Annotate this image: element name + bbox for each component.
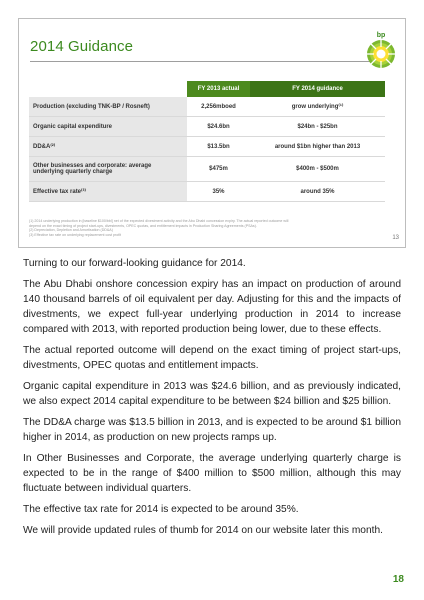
- row-label: Production (excluding TNK-BP / Rosneft): [29, 97, 187, 117]
- table-row: [29, 137, 385, 157]
- footnote: depend on the exact timing of project start-ups, divestments, OPEC quotas, and entitlement impacts in Production Sharing Agreements (PSAs).: [29, 223, 257, 228]
- page-number: 18: [392, 574, 404, 585]
- row-actual-value: 2,256mboed: [187, 97, 250, 117]
- paragraph: Organic capital expenditure in 2013 was $24.6 billion, and as previously indicated, we also expect 2014 capital expenditure to be between $24 billion and $25 billion.: [23, 381, 401, 407]
- row-label: Other businesses and corporate: average underlying quarterly charge: [29, 157, 187, 182]
- table-row: [29, 117, 385, 137]
- row-label: DD&A⁽²⁾: [29, 137, 187, 157]
- row-guidance-value: around $1bn higher than 2013: [250, 137, 385, 157]
- row-actual-value: $475m: [187, 157, 250, 182]
- row-guidance-value: $24bn - $25bn: [250, 117, 385, 137]
- header-fy2014-guidance: FY 2014 guidance: [250, 81, 385, 97]
- row-guidance-value: $400m - $500m: [250, 157, 385, 182]
- row-guidance-value: around 35%: [250, 182, 385, 202]
- paragraph: The DD&A charge was $13.5 billion in 2013, and is expected to be around $1 billion higher in 2014, as production on new projects ramps up.: [23, 417, 401, 443]
- table-row: [29, 182, 385, 202]
- row-guidance-value: grow underlying⁽¹⁾: [250, 97, 385, 117]
- paragraph: The Abu Dhabi onshore concession expiry has an impact on production of around 140 thousand barrels of oil equivalent per day. Adjusting for this and the impacts of divestments, we expect full-year underlying production in 2014 to increase compared with 2013, with reported production being lower, due to these effects.: [23, 279, 401, 335]
- paragraph: In Other Businesses and Corporate, the average underlying quarterly charge is expected to be in the range of $400 million to $500 million, although this may fluctuate between individual quarters.: [23, 453, 401, 494]
- transcript-body: [23, 256, 401, 544]
- header-blank: [29, 81, 187, 97]
- table-row: [29, 157, 385, 182]
- row-actual-value: $13.5bn: [187, 137, 250, 157]
- svg-text:bp: bp: [376, 32, 386, 39]
- slide-number: 13: [392, 235, 399, 241]
- paragraph: The actual reported outcome will depend on the exact timing of project start-ups, divestments, OPEC quotas and entitlement impacts.: [23, 345, 401, 371]
- footnote: (1) 2014 underlying production in [baseline $100/bbl] net of the expected divestment activity and the Abu Dhabi concession expiry. The actual reported outcome will: [29, 219, 289, 223]
- paragraph: Turning to our forward-looking guidance for 2014.: [23, 258, 246, 269]
- header-fy2013-actual: FY 2013 actual: [187, 81, 250, 97]
- bp-logo-icon: [365, 29, 397, 71]
- row-label: Organic capital expenditure: [29, 117, 187, 137]
- footnote: (2) Depreciation, Depletion and Amortisation (DD&A): [29, 228, 113, 233]
- guidance-table: [29, 81, 385, 202]
- slide-footnotes: [29, 219, 359, 237]
- slide-title: 2014 Guidance: [30, 38, 134, 55]
- slide-image: [18, 18, 406, 248]
- title-divider: [30, 61, 386, 62]
- table-row: [29, 97, 385, 117]
- paragraph: The effective tax rate for 2014 is expected to be around 35%.: [23, 504, 299, 515]
- footnote: (3) Effective tax rate on underlying replacement cost profit: [29, 232, 122, 237]
- row-actual-value: $24.6bn: [187, 117, 250, 137]
- row-actual-value: 35%: [187, 182, 250, 202]
- row-label: Effective tax rate⁽³⁾: [29, 182, 187, 202]
- paragraph: We will provide updated rules of thumb for 2014 on our website later this month.: [23, 525, 383, 536]
